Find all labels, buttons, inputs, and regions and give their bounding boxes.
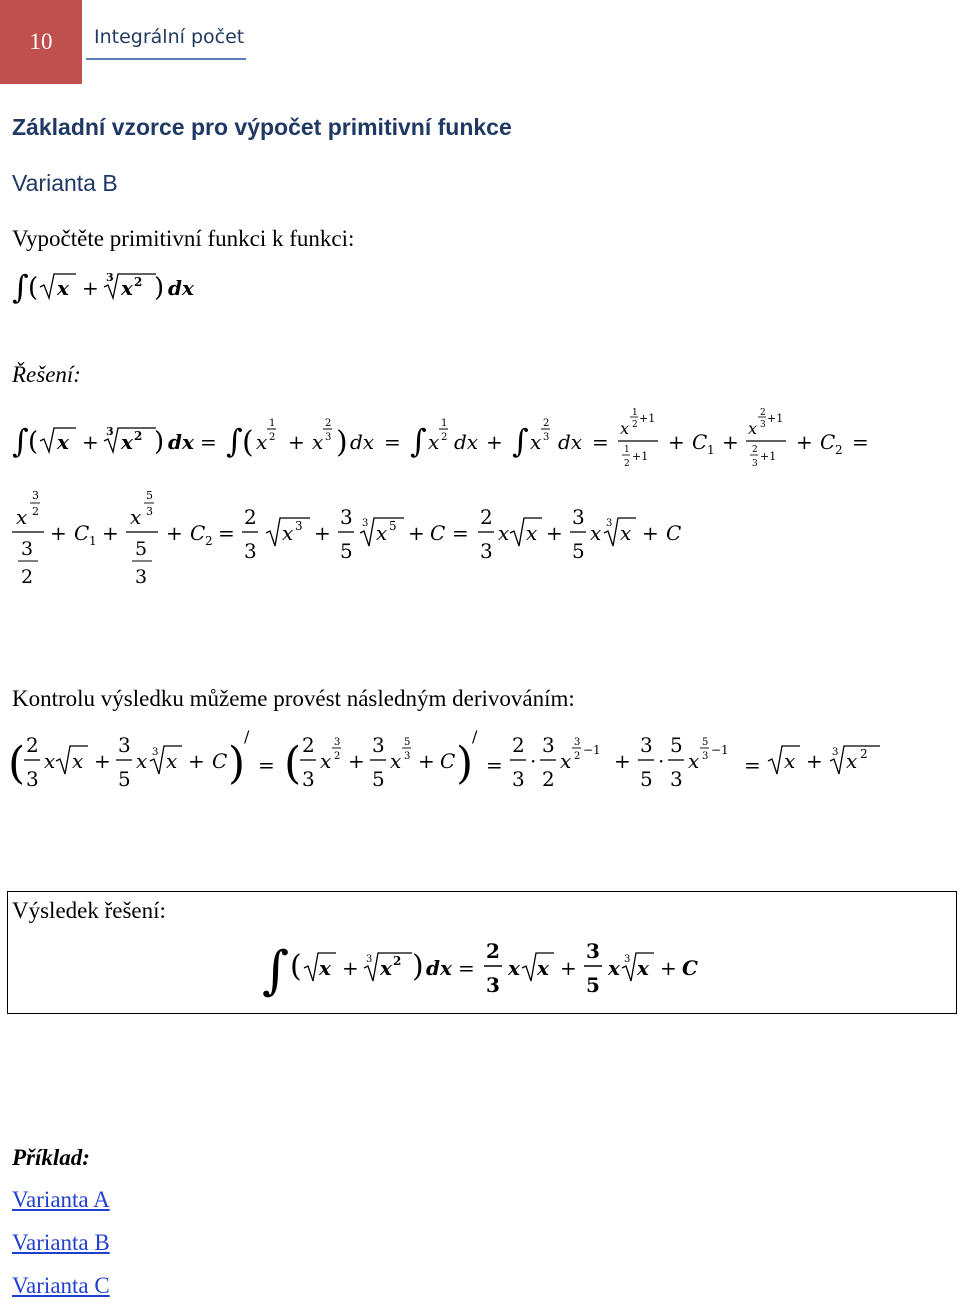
svg-text:2: 2 [542,767,555,791]
svg-text:3: 3 [372,733,385,757]
svg-text:+: + [486,430,503,454]
svg-text:3: 3 [135,566,148,588]
svg-text:+: + [660,956,677,980]
svg-text:dx: dx [454,430,479,454]
svg-text:=: = [744,753,761,777]
svg-text:3: 3 [152,747,159,758]
svg-text:2: 2 [760,408,766,418]
svg-text:3: 3 [362,518,369,529]
svg-text:∫: ∫ [512,422,529,460]
svg-text:+: + [806,749,823,773]
svg-text:): ) [336,425,348,460]
svg-text:x: x [530,430,542,454]
svg-text:): ) [412,949,424,984]
svg-text:(: ( [28,273,39,303]
svg-text:x: x [57,430,69,454]
page-number: 10 [0,0,82,84]
svg-text:2: 2 [574,751,581,762]
svg-text:x: x [748,419,758,438]
svg-text:5: 5 [670,733,683,757]
svg-text:x: x [390,749,402,773]
svg-text:3: 3 [512,767,525,791]
svg-text:2: 2 [486,939,500,963]
svg-text:3: 3 [670,767,683,791]
svg-text:1: 1 [89,534,97,548]
svg-text:+: + [94,749,111,773]
svg-text:=: = [258,753,275,777]
svg-text:C: C [430,521,446,545]
svg-text:+: + [642,521,659,545]
svg-text:dx: dx [426,956,452,980]
svg-text:2: 2 [21,566,34,588]
svg-text:x: x [72,749,84,773]
svg-text:3: 3 [295,519,303,533]
svg-text:1: 1 [441,418,448,429]
svg-text:=: = [458,956,475,980]
svg-text:∫: ∫ [262,941,290,1001]
check-expression [8,724,908,809]
svg-text:dx: dx [168,276,194,300]
svg-text:3: 3 [624,954,631,965]
svg-text:2: 2 [302,733,315,757]
svg-text:2: 2 [26,733,39,757]
svg-text:3: 3 [32,489,39,502]
svg-text:+: + [546,521,563,545]
task-integral [10,266,210,315]
svg-text:3: 3 [640,733,653,757]
svg-text:x: x [508,956,520,980]
task-integral-svg [10,266,210,310]
svg-text:+: + [188,749,205,773]
svg-text:C: C [682,956,698,980]
svg-text:+: + [342,956,359,980]
svg-text:x: x [846,749,858,773]
svg-text:3: 3 [486,973,500,997]
svg-text:2: 2 [860,747,868,761]
svg-text:3: 3 [702,751,709,762]
svg-text:x: x [166,749,178,773]
svg-text:(: ( [242,425,254,460]
svg-text:2: 2 [134,275,143,289]
svg-text:5: 5 [572,539,585,563]
svg-text:): ) [154,273,165,303]
task-instruction: Vypočtěte primitivní funkci k funkci: [12,226,355,251]
svg-text:x: x [44,749,56,773]
svg-text:2: 2 [480,505,493,529]
svg-text:+1: +1 [639,412,656,425]
svg-text:3: 3 [404,751,411,762]
svg-text:x: x [282,521,294,545]
result-expression [262,930,722,1011]
svg-text:3: 3 [752,459,758,469]
svg-text:+: + [408,521,425,545]
svg-text:): ) [456,738,474,789]
svg-text:x: x [136,749,148,773]
svg-text:+: + [668,430,685,454]
svg-text:3: 3 [118,733,131,757]
svg-text:x: x [620,521,632,545]
svg-text:=: = [384,430,401,454]
svg-text:+: + [418,749,435,773]
svg-text:dx: dx [350,430,375,454]
svg-text:3: 3 [366,954,373,965]
svg-text:−1: −1 [711,743,729,757]
solution-line-1 [10,400,910,485]
svg-text:3: 3 [106,271,114,284]
svg-text:x: x [121,430,133,454]
svg-text:1: 1 [269,418,276,429]
svg-text:+: + [314,521,331,545]
svg-text:+: + [560,956,577,980]
svg-text:3: 3 [572,505,585,529]
svg-text:x: x [620,419,630,438]
svg-text:C: C [212,749,228,773]
svg-text:x: x [498,521,510,545]
main-heading: Základní vzorce pro výpočet primitivní funkce [12,114,512,140]
svg-text:(: ( [28,427,39,457]
svg-text:3: 3 [606,518,613,529]
svg-text:2: 2 [624,459,630,469]
svg-text:3: 3 [586,939,600,963]
svg-text:3: 3 [146,505,153,518]
svg-text:5: 5 [135,538,148,560]
svg-text:dx: dx [168,430,194,454]
svg-text:x: x [688,749,700,773]
svg-text:+: + [82,276,99,300]
svg-text:+: + [166,521,183,545]
svg-text:C: C [820,430,836,454]
solution-label: Řešení: [12,362,81,387]
check-text: Kontrolu výsledku můžeme provést následným derivováním: [12,686,575,711]
link-variant-c[interactable]: Varianta C [12,1273,110,1298]
result-expression-svg [262,930,722,1006]
svg-text:dx: dx [558,430,583,454]
svg-text:3: 3 [244,539,257,563]
solution-line-1-svg [10,400,910,480]
svg-text:=: = [200,430,217,454]
svg-text:2: 2 [512,733,525,757]
svg-text:C: C [666,521,682,545]
svg-text:∫: ∫ [226,422,243,460]
svg-text:C: C [440,749,456,773]
svg-text:/: / [472,727,478,746]
svg-text:C: C [74,521,90,545]
svg-text:+: + [614,749,631,773]
result-label: Výsledek řešení: [12,898,166,923]
svg-text:5: 5 [404,737,411,748]
svg-text:3: 3 [106,425,114,438]
svg-text:3: 3 [832,747,839,758]
svg-text:x: x [608,956,620,980]
svg-text:5: 5 [702,737,709,748]
svg-text:1: 1 [624,445,630,455]
svg-text:=: = [592,430,609,454]
svg-text:x: x [637,956,649,980]
example-label: Příklad: [12,1145,90,1170]
svg-text:x: x [121,276,133,300]
header-rule [86,58,246,60]
svg-text:C: C [190,521,206,545]
svg-text:2: 2 [334,751,341,762]
svg-text:5: 5 [640,767,653,791]
svg-text:x: x [130,505,142,529]
svg-text:3: 3 [480,539,493,563]
solution-line-2 [10,484,910,599]
svg-text:(: ( [284,738,302,789]
svg-text:(: ( [290,949,302,984]
svg-text:x: x [784,749,796,773]
svg-text:x: x [428,430,440,454]
svg-text:): ) [228,738,246,789]
link-variant-a[interactable]: Varianta A [12,1187,110,1212]
check-expression-svg [8,724,908,804]
svg-text:2: 2 [543,418,550,429]
svg-text:2: 2 [393,954,402,968]
svg-text:1: 1 [632,408,638,418]
svg-text:·: · [658,749,665,773]
svg-text:5: 5 [146,489,153,502]
svg-text:·: · [530,749,537,773]
svg-text:1: 1 [707,443,715,457]
svg-text:+: + [82,430,99,454]
svg-text:2: 2 [441,432,448,443]
svg-text:3: 3 [325,432,332,443]
svg-text:x: x [16,505,28,529]
svg-text:+1: +1 [767,412,784,425]
svg-text:x: x [560,749,572,773]
svg-text:2: 2 [32,505,39,518]
svg-text:∫: ∫ [12,422,29,460]
svg-text:5: 5 [372,767,385,791]
svg-text:2: 2 [244,505,257,529]
svg-text:5: 5 [586,973,600,997]
svg-text:=: = [218,521,235,545]
svg-text:2: 2 [205,534,213,548]
svg-text:2: 2 [325,418,332,429]
svg-text:x: x [526,521,538,545]
svg-text:∫: ∫ [410,422,427,460]
svg-text:2: 2 [134,429,143,443]
svg-text:=: = [486,753,503,777]
variant-heading: Varianta B [12,170,118,196]
svg-text:5: 5 [389,519,397,533]
svg-text:=: = [852,430,869,454]
svg-text:3: 3 [340,505,353,529]
svg-text:5: 5 [340,539,353,563]
link-variant-b[interactable]: Varianta B [12,1230,110,1255]
svg-text:x: x [320,749,332,773]
svg-text:+1: +1 [760,450,777,463]
svg-text:C: C [692,430,708,454]
svg-text:5: 5 [118,767,131,791]
svg-text:∫: ∫ [12,268,29,306]
svg-text:2: 2 [752,445,758,455]
svg-text:2: 2 [632,420,638,430]
svg-text:3: 3 [543,432,550,443]
svg-text:3: 3 [302,767,315,791]
svg-text:x: x [57,276,69,300]
svg-text:2: 2 [835,443,843,457]
solution-line-2-svg [10,484,910,594]
svg-text:3: 3 [334,737,341,748]
running-title: Integrální počet [94,26,245,48]
svg-text:+: + [288,430,305,454]
svg-text:+: + [102,521,119,545]
svg-text:x: x [319,956,331,980]
svg-text:3: 3 [21,538,34,560]
svg-text:+: + [50,521,67,545]
svg-text:3: 3 [574,737,581,748]
svg-text:+: + [348,749,365,773]
svg-text:2: 2 [269,432,276,443]
svg-text:−1: −1 [583,743,601,757]
svg-text:x: x [256,430,268,454]
svg-text:+: + [796,430,813,454]
svg-text:(: ( [8,738,26,789]
svg-text:x: x [312,430,324,454]
svg-text:=: = [452,521,469,545]
svg-text:3: 3 [26,767,39,791]
svg-text:+1: +1 [632,450,649,463]
svg-text:x: x [380,956,392,980]
svg-text:x: x [376,521,388,545]
svg-text:x: x [590,521,602,545]
svg-text:3: 3 [760,420,766,430]
svg-text:): ) [154,427,165,457]
svg-text:/: / [244,727,250,746]
svg-text:3: 3 [542,733,555,757]
svg-text:+: + [722,430,739,454]
svg-text:x: x [537,956,549,980]
